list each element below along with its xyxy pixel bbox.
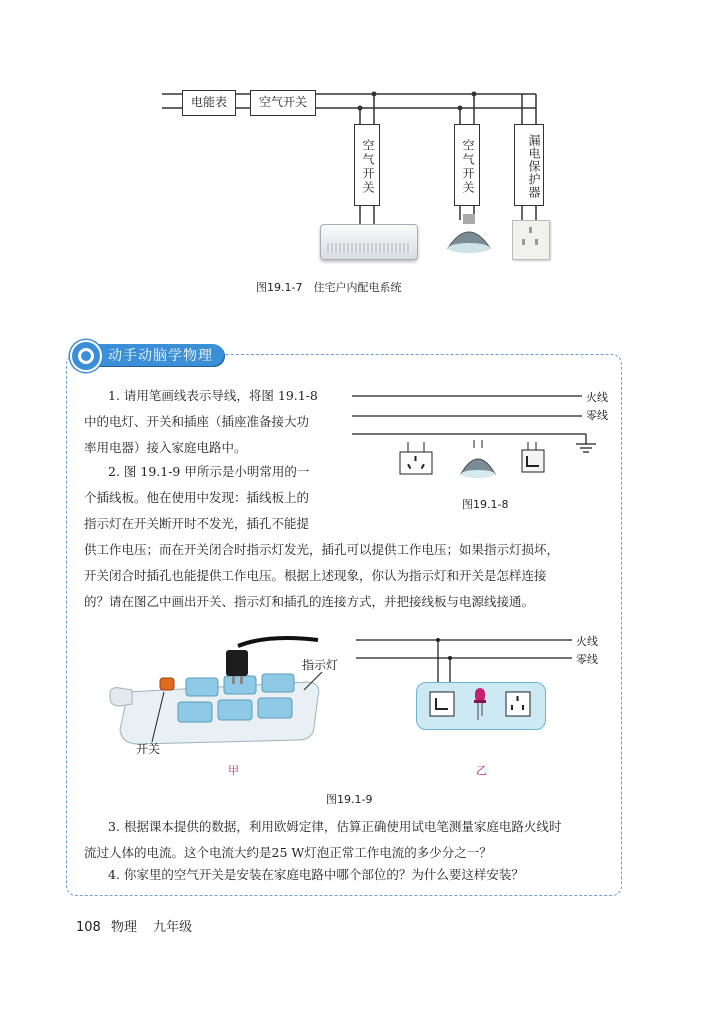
question-2-body xyxy=(84,537,614,615)
figure-caption-19-1-9: 图19.1-9 xyxy=(326,793,373,806)
q2-line-5: 开关闭合时插孔也能提供工作电压。根据上述现象，你认为指示灯和开关是怎样连接 xyxy=(84,568,547,583)
question-3 xyxy=(84,814,614,866)
board-switch-icon xyxy=(428,690,456,720)
question-1 xyxy=(84,383,344,461)
q2-line-6: 的？请在图乙中画出开关、指示灯和插孔的连接方式，并把接线板与电源线接通。 xyxy=(84,594,535,609)
section-icon xyxy=(70,340,102,372)
lamp-icon xyxy=(459,440,497,480)
switch-symbol-icon xyxy=(520,442,546,474)
air-conditioner-image xyxy=(320,224,418,260)
lamp-image xyxy=(444,214,494,258)
sub-caption-yi: 乙 xyxy=(476,764,487,777)
branch-switch-ac: 空气开关 xyxy=(354,124,380,206)
figure-caption-19-1-8: 图19.1-8 xyxy=(462,498,509,511)
q2-line-4: 供工作电压；而在开关闭合时指示灯发光，插孔可以提供工作电压；如果指示灯损坏， xyxy=(84,542,560,557)
meter-box: 电能表 xyxy=(182,90,236,116)
q3-line-2: 流过人体的电流。这个电流大约是25 W灯泡正常工作电流的多少分之一？ xyxy=(84,845,492,860)
indicator-led-icon xyxy=(472,686,488,722)
q1-line-3: 率用电器）接入家庭电路中。 xyxy=(84,440,247,455)
q2-line-3: 指示灯在开关断开时不发光，插孔不能提 xyxy=(84,516,310,531)
footer-grade: 九年级 xyxy=(153,920,193,935)
fig199-neutral-label: 零线 xyxy=(576,653,598,666)
switch-label: 开关 xyxy=(136,742,161,756)
fig199-live-label: 火线 xyxy=(576,635,598,648)
power-strip-image xyxy=(108,632,328,752)
fig198-live-label: 火线 xyxy=(586,391,608,404)
q3-line-1: 3. 根据课本提供的数据，利用欧姆定律，估算正确使用试电笔测量家庭电路火线时 xyxy=(108,819,562,834)
section-title: 动手动脑学物理 xyxy=(108,348,213,364)
q4-line: 4. 你家里的空气开关是安装在家庭电路中哪个部位的？为什么要这样安装？ xyxy=(108,867,524,882)
socket-symbol-icon xyxy=(398,442,436,476)
question-2-intro xyxy=(84,459,344,537)
fig198-neutral-label: 零线 xyxy=(586,409,608,422)
sub-caption-jia: 甲 xyxy=(228,764,239,777)
branch-switch-light: 空气开关 xyxy=(454,124,480,206)
page-footer xyxy=(76,916,192,935)
q2-line-1: 2. 图 19.1-9 甲所示是小明常用的一 xyxy=(108,464,310,479)
q1-line-1: 1. 请用笔画线表示导线，将图 19.1-8 xyxy=(108,388,318,403)
q2-line-2: 个插线板。他在使用中发现：插线板上的 xyxy=(84,490,310,505)
section-header xyxy=(66,340,228,368)
wall-socket-image xyxy=(512,220,550,260)
main-switch-box: 空气开关 xyxy=(250,90,316,116)
figure-caption-19-1-7: 图19.1-7 住宅户内配电系统 xyxy=(256,281,402,294)
footer-subject: 物理 xyxy=(110,920,137,935)
page-number: 108 xyxy=(76,920,101,935)
board-socket-icon xyxy=(504,690,532,720)
leakage-protector-box: 漏电保护器 xyxy=(514,124,544,206)
question-4 xyxy=(84,862,614,888)
q1-line-2: 中的电灯、开关和插座（插座准备接大功 xyxy=(84,414,310,429)
indicator-light-label: 指示灯 xyxy=(302,658,339,672)
